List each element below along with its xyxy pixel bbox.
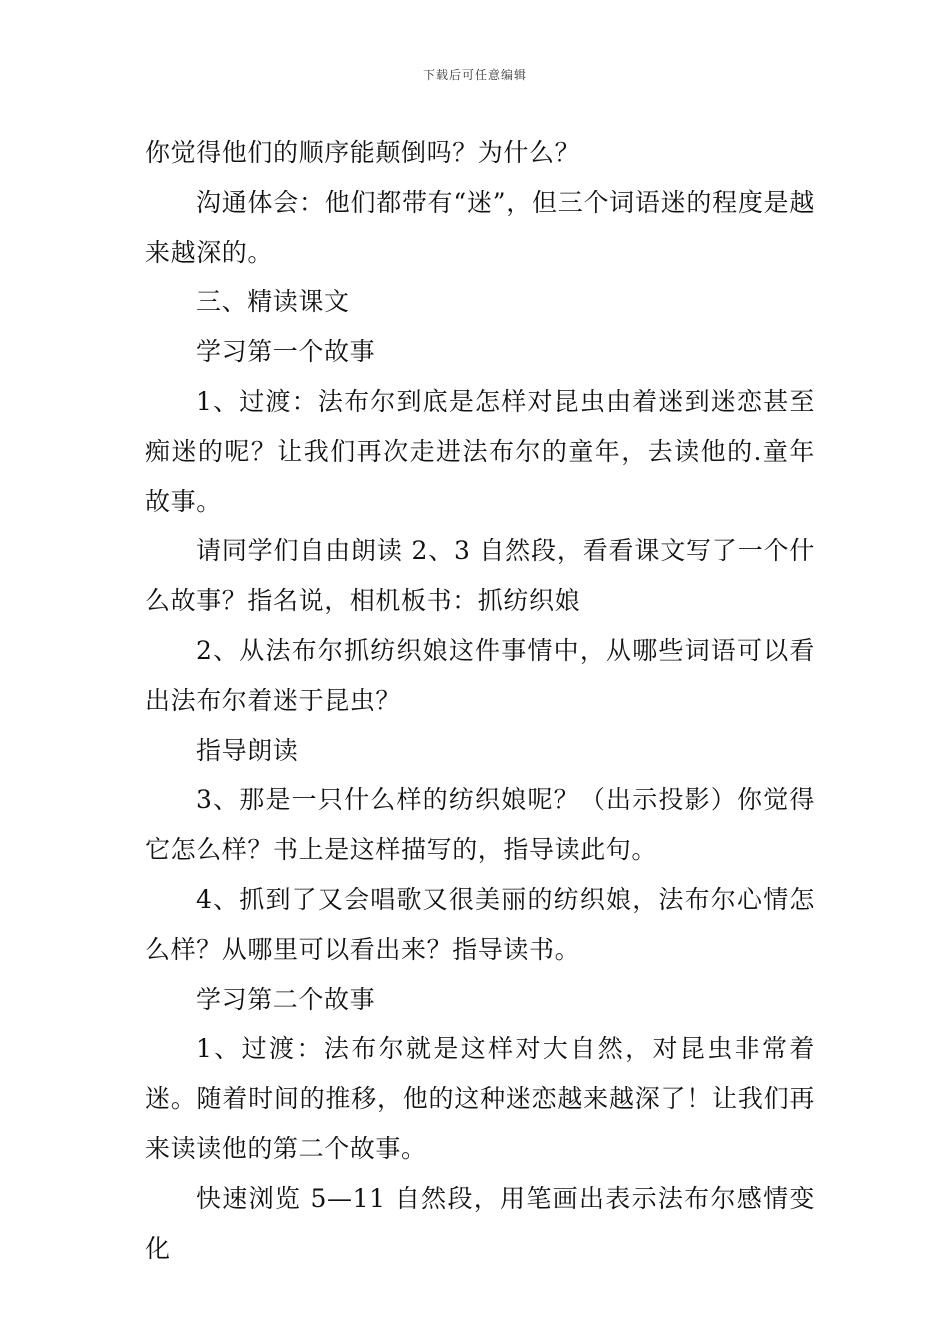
page-header: 下载后可任意编辑 <box>422 68 527 82</box>
paragraph-12: 1、过渡：法布尔就是这样对大自然，对昆虫非常着迷。随着时间的推移，他的这种迷恋越来越深了！让我们再来读读他的第二个故事。 <box>145 1034 815 1163</box>
subheading-second-story: 学习第二个故事 <box>196 984 376 1014</box>
paragraph-7: 2、从法布尔抓纺织娘这件事情中，从哪些词语可以看出法布尔着迷于昆虫？ <box>145 635 815 715</box>
paragraph-9: 3、那是一只什么样的纺织娘呢？（出示投影）你觉得它怎么样？书上是这样描写的，指导读此句。 <box>145 785 815 865</box>
paragraph-2: 沟通体会：他们都带有“迷”，但三个词语迷的程度是越来越深的。 <box>145 187 815 267</box>
document-body <box>145 128 815 1273</box>
subheading-first-story: 学习第一个故事 <box>196 337 376 367</box>
section-heading-read-text: 三、精读课文 <box>196 287 350 317</box>
paragraph-5: 1、过渡：法布尔到底是怎样对昆虫由着迷到迷恋甚至痴迷的呢？让我们再次走进法布尔的童年，去读他的.童年故事。 <box>145 386 815 516</box>
paragraph-10: 4、抓到了又会唱歌又很美丽的纺织娘，法布尔心情怎么样？从哪里可以看出来？指导读书。 <box>145 884 815 964</box>
paragraph-1: 你觉得他们的顺序能颠倒吗？为什么？ <box>145 138 581 167</box>
paragraph-8: 指导朗读 <box>196 735 299 765</box>
paragraph-6: 请同学们自由朗读 2、3 自然段，看看课文写了一个什么故事？指名说，相机板书：抓纺织娘 <box>145 536 815 616</box>
paragraph-13: 快速浏览 5—11 自然段，用笔画出表示法布尔感情变化 <box>145 1183 815 1263</box>
